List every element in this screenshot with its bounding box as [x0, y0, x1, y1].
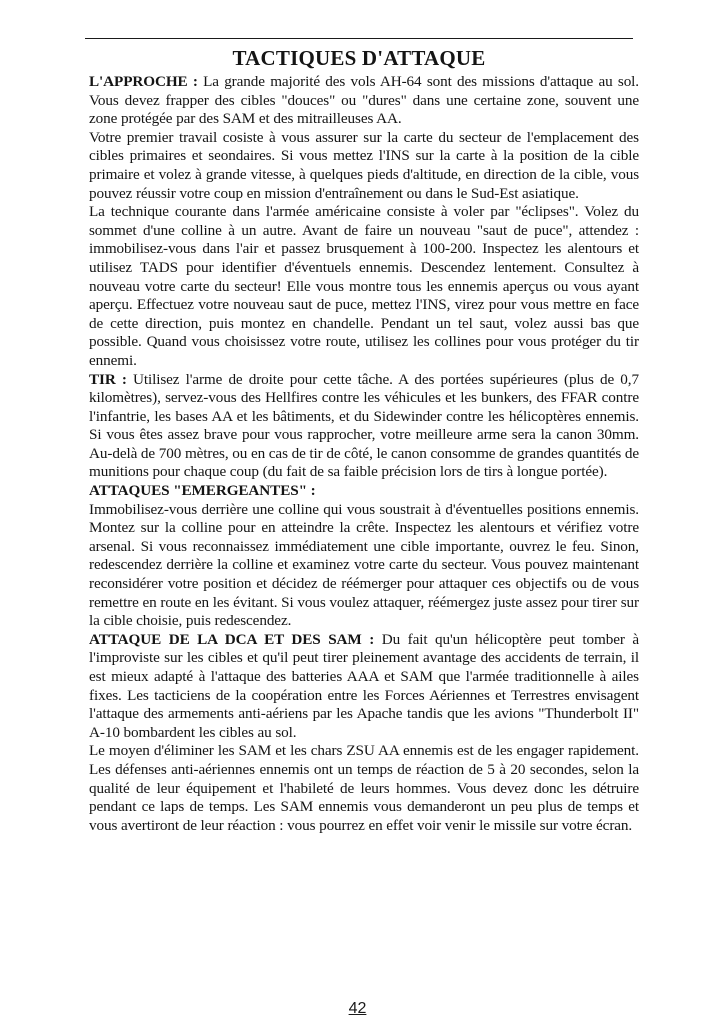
aa-attack-paragraph-2: Le moyen d'éliminer les SAM et les chars ZSU AA ennemis est de les engager rapidement. Les défenses anti-aériennes ennemis ont un temps de réaction de 5 à 20 secondes, selon la qualité de leur équipement et l'habileté de leurs hommes. Vous devez donc les détruire pendant ce laps de temps. Les SAM ennemis vous demanderont un peu plus de temps et vous avertiront de leur réaction : vous pourrez en effet voir venir le missile sur votre écran. — [89, 742, 639, 834]
fire-text: Utilisez l'arme de droite pour cette tâche. A des portées supérieures (plus de 0,7 kilomètres), servez-vous des Hellfires contre les véhicules et les bunkers, des FFAR contre l'infantrie, les bases AA et les bâtiments, et du Sidewinder contre les hélicoptères ennemis. Si vous êtes assez brave pour vous rapprocher, votre meilleure arme sera la canon 30mm. Au-delà de 700 mètres, ou en cas de tir de côté, le canon consomme de grandes quantités de munitions pour chaque coup (du fait de sa faible précision lors de tirs à longue portée). — [89, 370, 639, 481]
top-rule — [85, 38, 633, 39]
approach-lead: L'APPROCHE : — [89, 73, 198, 90]
approach-text-1: La grande majorité des vols AH-64 sont des missions d'attaque au sol. Vous devez frapper des cibles "douces" ou "dures" dans une certaine zone, souvent une zone protégée par des SAM et des mitrailleuses AA. — [89, 73, 640, 128]
page-number: 42 — [348, 1000, 367, 1017]
approach-paragraph-1 — [89, 73, 639, 129]
page-title: TACTIQUES D'ATTAQUE — [232, 46, 486, 70]
body-text — [89, 73, 639, 835]
approach-paragraph-3: La technique courante dans l'armée américaine consiste à voler par "éclipses". Volez du sommet d'une colline à un autre. Avant de faire un nouveau "saut de puce", attendez : immobilisez-vous dans l'air et passez brusquement à 100-200. Inspectez les alentours et utilisez TADS pour identifier d'éventuels ennemis. Descendez lentement. Consultez à nouveau votre carte du secteur! Elle vous montre tous les ennemis aperçus ou vous ayant aperçu. Effectuez votre nouveau saut de puce, mettez l'INS, virez pour vous mettre en face de cette direction, puis montez en chandelle. Pendant un tel saut, volez aussi bas que possible. Quand vous choisissez votre route, utilisez les collines pour vous protéger du tir ennemi. — [89, 203, 639, 369]
approach-paragraph-2: Votre premier travail cosiste à vous assurer sur la carte du secteur de l'emplacement des cibles primaires et seondaires. Si vous mettez l'INS sur la carte à la position de la cible primaire et volez à grande vitesse, à quelques pieds d'altitude, en direction de la cible, vous pouvez réussir votre coup en mission d'entraînement ou dans le Sud-Est asiatique. — [89, 128, 639, 202]
fire-lead: TIR : — [89, 370, 127, 388]
aa-attack-lead: ATTAQUE DE LA DCA ET DES SAM : — [89, 630, 375, 648]
emerging-attacks-paragraph: Immobilisez-vous derrière une colline qui vous soustrait à d'éventuelles positions ennemis. Montez sur la colline pour en atteindre la crête. Inspectez les alentours et vérifiez votre arsenal. Si vous reconnaissez immédiatement une cible importante, ouvrez le feu. Sinon, redescendez derrière la colline et examinez votre carte du secteur. Vous pouvez maintenant reconsidérer votre position et décidez de réémerger pour attaquer ces objectifs ou de vous remettre en route en les évitant. Si vous voulez attaquer, réémergez juste assez pour tirer sur la cible choisie, puis redescendez. — [89, 500, 639, 630]
aa-attack-text-1: Du fait qu'un hélicoptère peut tomber à l'improviste sur les cibles et qu'il peut tirer pleinement avantage des accidents de terrain, il est mieux adapté à l'attaque des batteries AAA et SAM que l'armée traditionnelle à ailes fixes. Les tacticiens de la coopération entre les Forces Aériennes et Terrestres envisagent l'attaque des armements anti-aériens par les Apache tandis que les avions "Thunderbolt II" A-10 bombardent les cibles au sol. — [89, 630, 639, 741]
fire-paragraph — [89, 371, 639, 483]
emerging-attacks-heading: ATTAQUES "EMERGEANTES" : — [89, 482, 316, 500]
aa-attack-paragraph-1 — [89, 631, 639, 743]
